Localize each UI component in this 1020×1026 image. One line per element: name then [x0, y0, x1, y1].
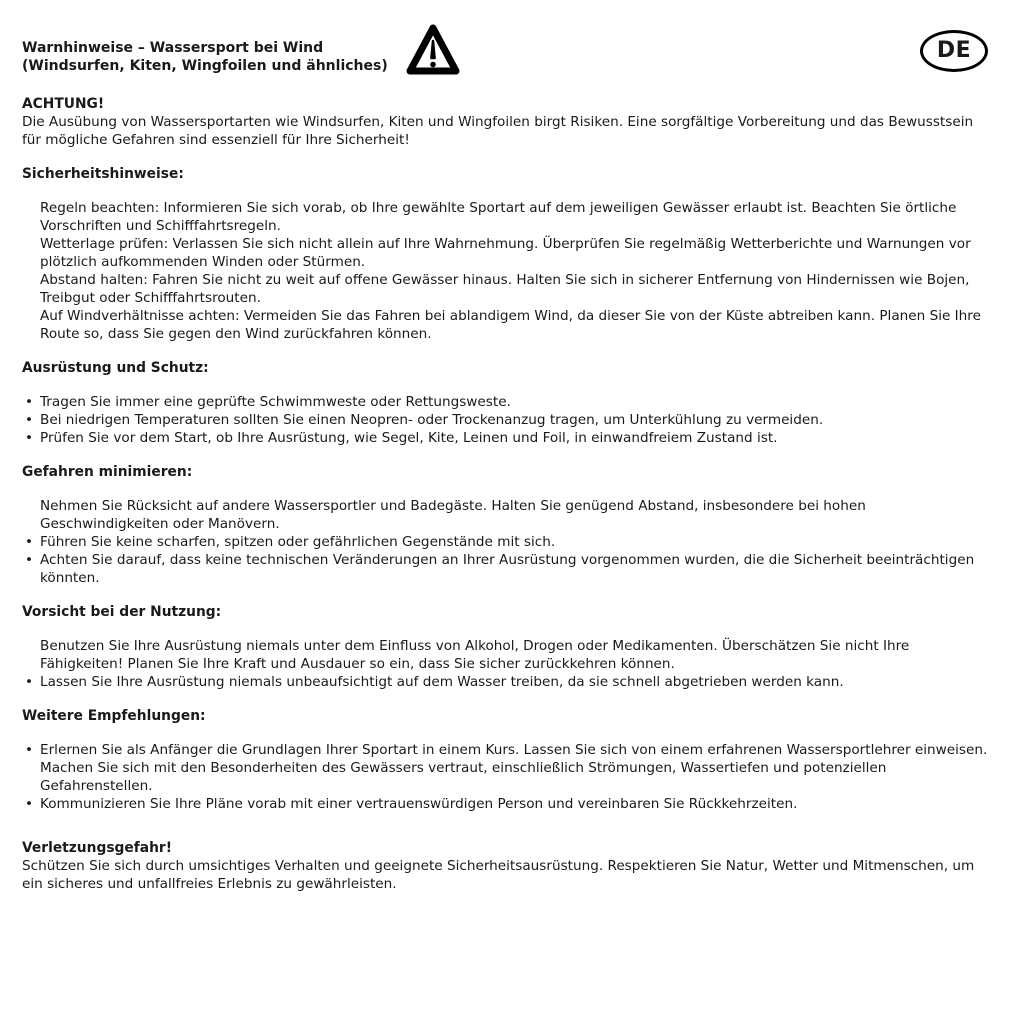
list-item: • Prüfen Sie vor dem Start, ob Ihre Ausrüstung, wie Segel, Kite, Leinen und Foil, in einwandfreiem Zustand ist.: [22, 429, 996, 447]
list-item: Machen Sie sich mit den Besonderheiten des Gewässers vertraut, einschließlich Strömungen, Wassertiefen und potenziellen Gefahrenstellen.: [40, 760, 887, 794]
paragraph-verletzungsgefahr: Schützen Sie sich durch umsichtiges Verhalten und geeignete Sicherheitsausrüstung. Respektieren Sie Natur, Wetter und Mitmenschen, um ein sicheres und unfallfreies Erlebnis zu gewährleisten.: [22, 858, 975, 892]
list-item: • Tragen Sie immer eine geprüfte Schwimmweste oder Rettungsweste.: [22, 393, 996, 411]
list-item: • Lassen Sie Ihre Ausrüstung niemals unbeaufsichtigt auf dem Wasser treiben, da sie schnell abgetrieben werden kann.: [22, 673, 996, 691]
list-sicherheitshinweise: [22, 199, 996, 343]
section-heading-achtung: ACHTUNG!: [22, 96, 105, 112]
list-item: Auf Windverhältnisse achten: Vermeiden Sie das Fahren bei ablandigem Wind, da dieser Sie von der Küste abtreiben kann. Planen Sie Ihre Route so, dass Sie gegen den Wind zurückfahren können.: [40, 308, 981, 342]
section-weitere-empfehlungen: [22, 707, 996, 813]
list-item: Benutzen Sie Ihre Ausrüstung niemals unter dem Einfluss von Alkohol, Drogen oder Medikamenten. Überschätzen Sie nicht Ihre Fähigkeiten! Planen Sie Ihre Kraft und Ausdauer so ein, dass Sie sicher zurückkehren können.: [40, 638, 910, 672]
list-item: • Erlernen Sie als Anfänger die Grundlagen Ihrer Sportart in einem Kurs. Lassen Sie sich von einem erfahrenen Wassersportlehrer einweisen.: [22, 741, 996, 759]
page-title-line1: Warnhinweise – Wassersport bei Wind: [22, 40, 324, 56]
list-item: Regeln beachten: Informieren Sie sich vorab, ob Ihre gewählte Sportart auf dem jeweiligen Gewässer erlaubt ist. Beachten Sie örtliche Vorschriften und Schifffahrtsregeln.: [40, 200, 957, 234]
page-title: [22, 39, 388, 75]
list-item: Wetterlage prüfen: Verlassen Sie sich nicht allein auf Ihre Wahrnehmung. Überprüfen Sie regelmäßig Wetterberichte und Warnungen vor plötzlich aufkommenden Winden oder Stürmen.: [40, 236, 971, 270]
section-heading-weitere: Weitere Empfehlungen:: [22, 708, 206, 724]
list-item: Nehmen Sie Rücksicht auf andere Wassersportler und Badegäste. Halten Sie genügend Abstand, insbesondere bei hohen Geschwindigkeiten oder Manövern.: [40, 498, 866, 532]
de-badge-label: DE: [936, 38, 972, 63]
document-header: [22, 22, 996, 78]
paragraph-achtung: Die Ausübung von Wassersportarten wie Windsurfen, Kiten und Wingfoilen birgt Risiken. Eine sorgfältige Vorbereitung und das Bewusstsein für mögliche Gefahren sind essenziell für Ihre Sicherheit!: [22, 114, 974, 148]
section-heading-verletzungsgefahr: Verletzungsgefahr!: [22, 840, 172, 856]
list-item: • Bei niedrigen Temperaturen sollten Sie einen Neopren- oder Trockenanzug tragen, um Unterkühlung zu vermeiden.: [22, 411, 996, 429]
list-item: • Führen Sie keine scharfen, spitzen oder gefährlichen Gegenstände mit sich.: [22, 533, 996, 551]
section-vorsicht-bei-der-nutzung: [22, 603, 996, 691]
list-item: • Kommunizieren Sie Ihre Pläne vorab mit einer vertrauenswürdigen Person und vereinbaren Sie Rückkehrzeiten.: [22, 795, 996, 813]
list-gefahren: [22, 497, 996, 587]
section-heading-ausruestung: Ausrüstung und Schutz:: [22, 360, 209, 376]
section-gefahren-minimieren: [22, 463, 996, 587]
list-ausruestung: [22, 393, 996, 447]
section-heading-sicherheitshinweise: Sicherheitshinweise:: [22, 166, 184, 182]
list-item: • Achten Sie darauf, dass keine technischen Veränderungen an Ihrer Ausrüstung vorgenommen wurden, die die Sicherheit beeinträchtigen könnten.: [22, 551, 996, 587]
warning-triangle-icon: [404, 22, 462, 78]
section-sicherheitshinweise: [22, 165, 996, 343]
section-verletzungsgefahr: [22, 839, 996, 893]
de-country-badge: [920, 30, 988, 72]
list-vorsicht: [22, 637, 996, 691]
list-weitere: [22, 741, 996, 813]
section-heading-vorsicht: Vorsicht bei der Nutzung:: [22, 604, 222, 620]
section-heading-gefahren: Gefahren minimieren:: [22, 464, 193, 480]
section-ausruestung-und-schutz: [22, 359, 996, 447]
list-item: Abstand halten: Fahren Sie nicht zu weit auf offene Gewässer hinaus. Halten Sie sich in sicherer Entfernung von Hindernissen wie Bojen, Treibgut oder Schifffahrtsrouten.: [40, 272, 970, 306]
section-achtung: [22, 95, 996, 149]
page-title-line2: (Windsurfen, Kiten, Wingfoilen und ähnliches): [22, 58, 388, 74]
